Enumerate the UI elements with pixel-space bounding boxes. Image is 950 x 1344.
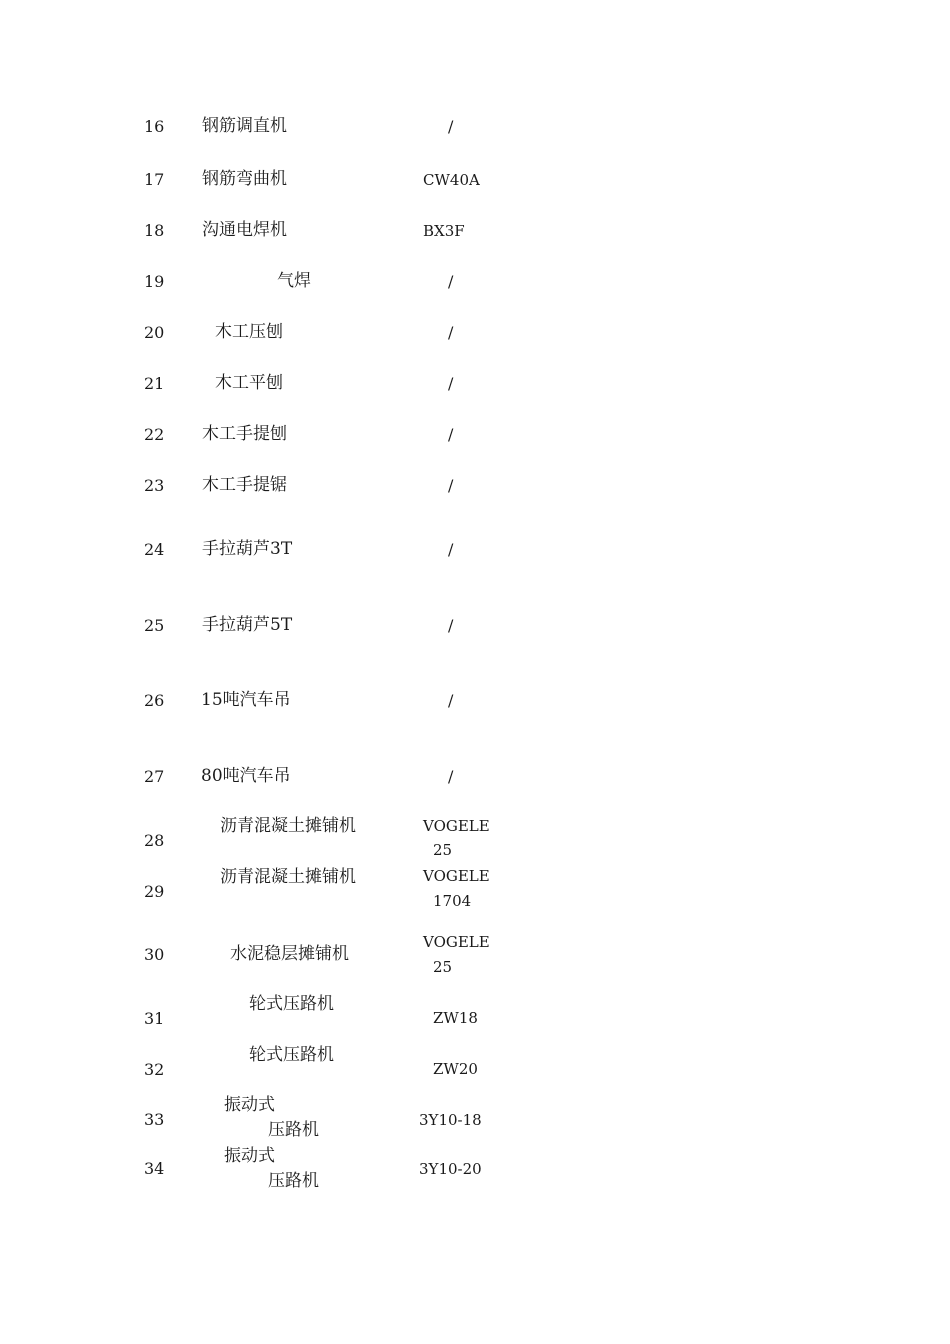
equipment-model-line1: VOGELE xyxy=(423,933,490,951)
row-number: 29 xyxy=(144,882,165,901)
equipment-model: / xyxy=(448,272,454,291)
row-number: 20 xyxy=(144,323,165,342)
equipment-model: / xyxy=(448,540,454,559)
equipment-name-line2: 压路机 xyxy=(268,1171,319,1191)
equipment-name: 沥青混凝土摊铺机 xyxy=(220,816,356,836)
row-number: 23 xyxy=(144,476,165,495)
equipment-model: CW40A xyxy=(423,171,480,189)
equipment-name: 钢筋弯曲机 xyxy=(202,169,287,189)
row-number: 22 xyxy=(144,425,165,444)
equipment-model: 3Y10-20 xyxy=(419,1160,482,1178)
row-number: 32 xyxy=(144,1060,165,1079)
row-number: 17 xyxy=(144,170,165,189)
equipment-name: 水泥稳层摊铺机 xyxy=(230,944,349,964)
row-number: 24 xyxy=(144,540,165,559)
row-number: 31 xyxy=(144,1009,165,1028)
row-number: 16 xyxy=(144,117,165,136)
row-number: 30 xyxy=(144,945,165,964)
equipment-name: 木工平刨 xyxy=(215,373,283,393)
equipment-model: ZW20 xyxy=(433,1060,478,1078)
equipment-model: BX3F xyxy=(423,222,465,240)
row-number: 25 xyxy=(144,616,165,635)
equipment-model: / xyxy=(448,616,454,635)
equipment-name: 轮式压路机 xyxy=(249,994,334,1014)
equipment-model: 3Y10-18 xyxy=(419,1111,482,1129)
row-number: 18 xyxy=(144,221,165,240)
equipment-model: / xyxy=(448,691,454,710)
equipment-model-line2: 25 xyxy=(433,841,453,859)
equipment-model: / xyxy=(448,425,454,444)
equipment-name-line1: 振动式 xyxy=(224,1146,275,1166)
equipment-model: / xyxy=(448,117,454,136)
equipment-name: 沥青混凝土摊铺机 xyxy=(220,867,356,887)
equipment-model: / xyxy=(448,767,454,786)
row-number: 26 xyxy=(144,691,165,710)
equipment-name: 手拉葫芦3T xyxy=(202,539,293,559)
equipment-model: / xyxy=(448,374,454,393)
equipment-name-line1: 振动式 xyxy=(224,1095,275,1115)
equipment-model: ZW18 xyxy=(433,1009,478,1027)
row-number: 27 xyxy=(144,767,165,786)
equipment-name-line2: 压路机 xyxy=(268,1120,319,1140)
equipment-model-line1: VOGELE xyxy=(423,867,490,885)
equipment-name: 钢筋调直机 xyxy=(202,116,287,136)
equipment-model-line2: 1704 xyxy=(433,892,472,910)
equipment-name: 沟通电焊机 xyxy=(202,220,287,240)
equipment-name: 15吨汽车吊 xyxy=(201,690,291,710)
equipment-model: / xyxy=(448,323,454,342)
equipment-model-line2: 25 xyxy=(433,958,453,976)
equipment-name: 气焊 xyxy=(277,271,311,291)
equipment-name: 轮式压路机 xyxy=(249,1045,334,1065)
equipment-model: / xyxy=(448,476,454,495)
equipment-model-line1: VOGELE xyxy=(423,817,490,835)
row-number: 33 xyxy=(144,1110,165,1129)
equipment-name: 80吨汽车吊 xyxy=(201,766,291,786)
row-number: 34 xyxy=(144,1159,165,1178)
row-number: 19 xyxy=(144,272,165,291)
equipment-name: 手拉葫芦5T xyxy=(202,615,293,635)
row-number: 21 xyxy=(144,374,165,393)
equipment-name: 木工手提刨 xyxy=(202,424,287,444)
equipment-name: 木工压刨 xyxy=(215,322,283,342)
equipment-name: 木工手提锯 xyxy=(202,475,287,495)
row-number: 28 xyxy=(144,831,165,850)
